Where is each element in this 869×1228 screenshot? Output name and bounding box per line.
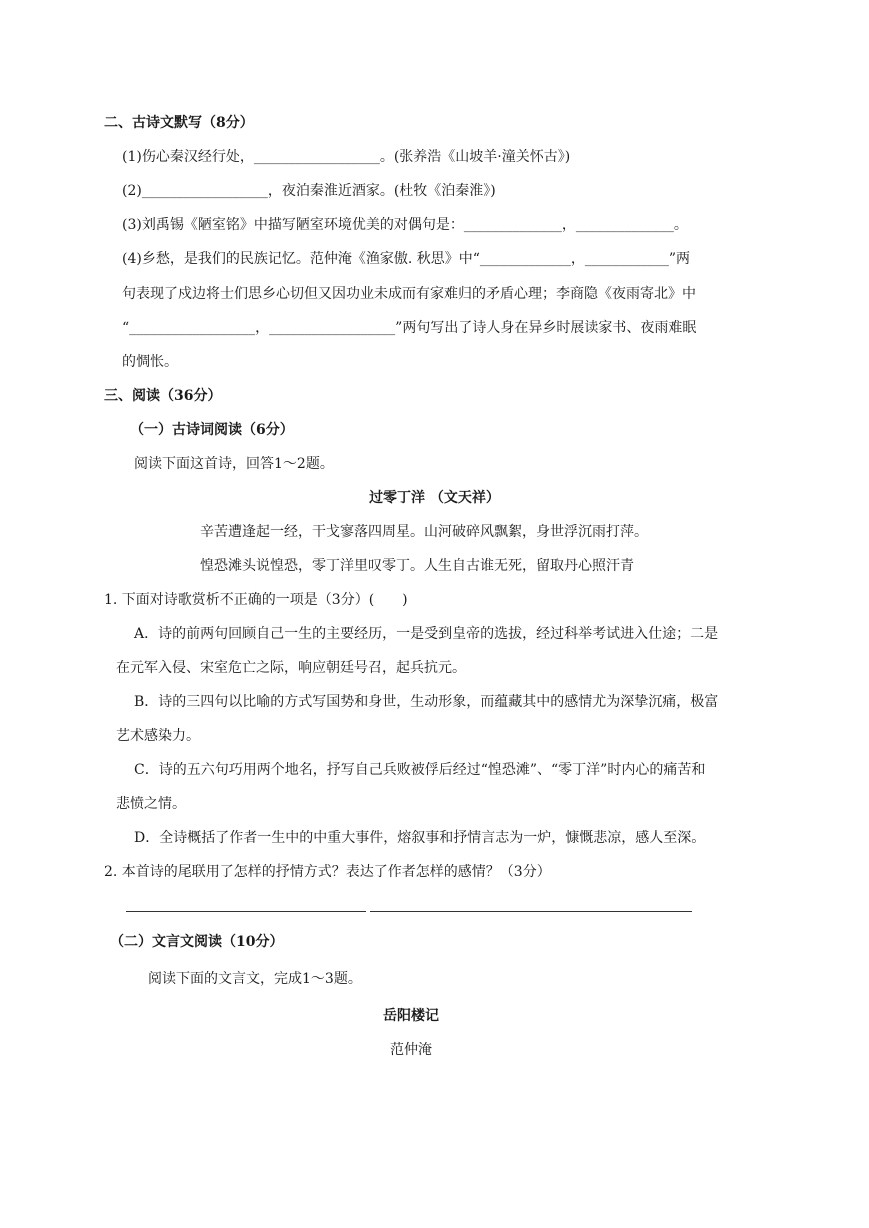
poem-title: 过零丁洋 （文天祥） [369,490,500,506]
question-1-stem: 1. 下面对诗歌赏析不正确的一项是（3分）( ) [104,592,408,608]
option-b-line2: 艺术感染力。 [116,728,200,744]
option-a-line1: A．诗的前两句回顾自己一生的主要经历，一是受到皇帝的选拔，经过科举考试进入仕途；二是 [134,626,719,642]
recitation-q4-line3: “__________________，__________________”两句写出了诗人身在异乡时展读家书、夜雨难眠 [122,320,697,336]
part2-instruction: 阅读下面的文言文，完成1～3题。 [148,971,362,987]
question-2-stem: 2. 本首诗的尾联用了怎样的抒情方式？表达了作者怎样的感情？（3分） [104,864,551,880]
section2-heading: 二、古诗文默写（8分） [104,115,254,131]
option-b-line1: B．诗的三四句以比喻的方式写国势和身世，生动形象，而蕴藏其中的感情尤为深挚沉痛，极富 [134,694,719,710]
recitation-q4-line1: (4)乡愁，是我们的民族记忆。范仲淹《渔家傲. 秋思》中“_____________，____________”两 [122,251,691,267]
prose-author: 范仲淹 [390,1042,432,1058]
option-d: D．全诗概括了作者一生中的中重大事件，熔叙事和抒情言志为一炉，慷慨悲凉，感人至深。 [134,830,706,846]
part1-instruction: 阅读下面这首诗，回答1～2题。 [134,456,334,472]
recitation-q1: (1)伤心秦汉经行处，__________________。(张养浩《山坡羊·潼关怀古》) [122,149,571,165]
poem-line-1: 辛苦遭逢起一经，干戈寥落四周星。山河破碎风飘絮，身世浮沉雨打萍。 [200,524,648,540]
section3-heading: 三、阅读（36分） [104,388,222,404]
prose-title: 岳阳楼记 [383,1008,439,1024]
recitation-q2: (2)__________________，夜泊秦淮近酒家。(杜牧《泊秦淮》) [122,183,496,199]
part2-heading: （二）文言文阅读（10分） [110,934,284,950]
recitation-q3: (3)刘禹锡《陋室铭》中描写陋室环境优美的对偶句是：______________，______________。 [122,217,688,233]
option-c-line1: C．诗的五六句巧用两个地名，抒写自己兵败被俘后经过“惶恐滩”、“零丁洋”时内心的痛苦和 [134,762,706,778]
option-c-line2: 悲愤之情。 [116,796,186,812]
answer-line-right [370,911,692,912]
poem-line-2: 惶恐滩头说惶恐，零丁洋里叹零丁。人生自古谁无死，留取丹心照汗青 [200,558,634,574]
recitation-q4-line2: 句表现了戍边将士们思乡心切但又因功业未成而有家难归的矛盾心理；李商隐《夜雨寄北》中 [122,286,696,302]
part1-heading: （一）古诗词阅读（6分） [130,422,294,438]
option-a-line2: 在元军入侵、宋室危亡之际，响应朝廷号召，起兵抗元。 [116,660,466,676]
recitation-q4-line4: 的惆怅。 [122,354,178,370]
answer-line-left [126,911,366,912]
